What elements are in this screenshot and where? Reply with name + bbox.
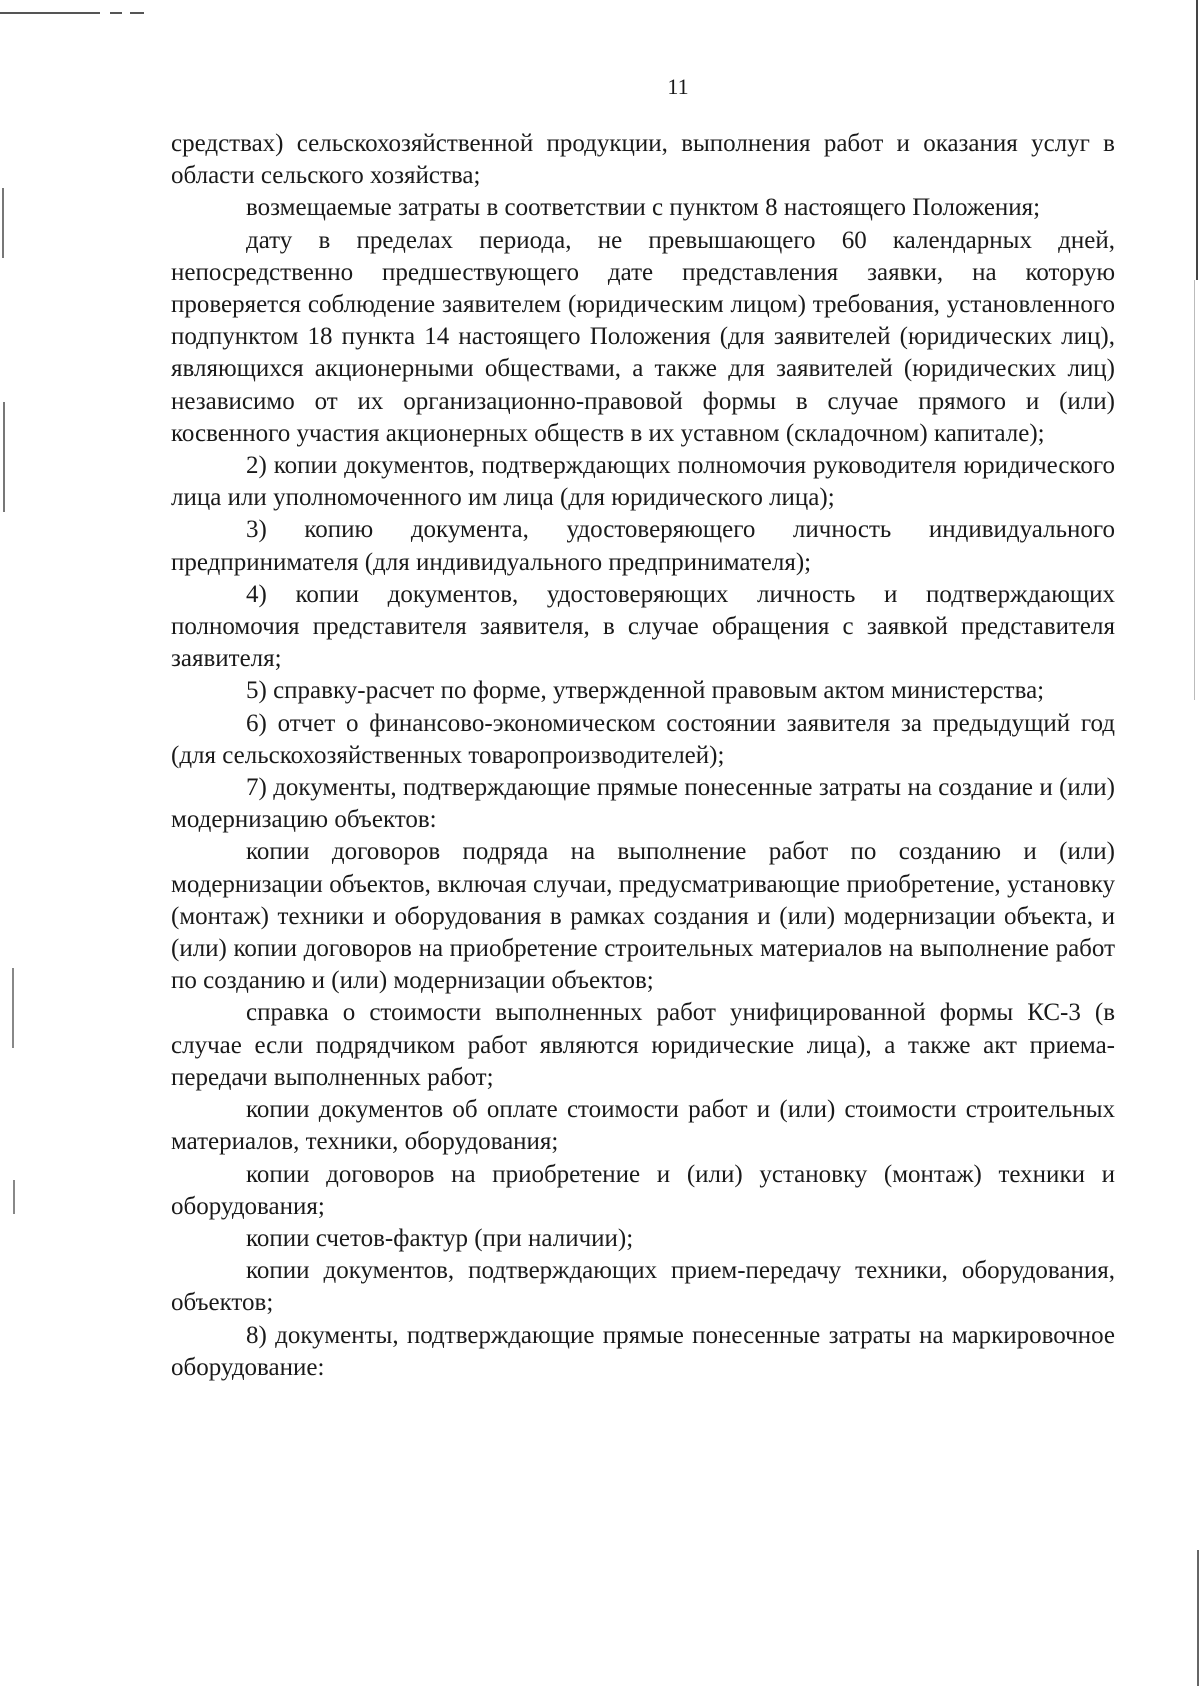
page-number: 11 [667,74,689,99]
paragraph: дату в пределах периода, не превышающего 60 календарных дней, непосредственно предшествующего дате представления заявки, на которую проверяется соблюдение заявителем (юридическим лицом) требования, установленного подпунктом 18 пункта 14 настоящего Положения (для заявителей (юридических лиц), являющихся акционерными обществами, а также для заявителей (юридических лиц) независимо от их организационно-правовой формы в случае прямого и (или) косвенного участия акционерных обществ в их уставном (складочном) капитале); [171,226,1115,447]
list-item-paragraph: 5) справку-расчет по форме, утвержденной правовым актом министерства; [246,677,1045,705]
scan-mark [110,12,122,14]
scan-mark [1196,0,1198,280]
list-item-paragraph: 3) копию документа, удостоверяющего личность индивидуального предпринимателя (для индивидуального предпринимателя); [171,516,1115,576]
scan-mark [0,12,100,14]
scan-mark [1194,280,1195,700]
list-item-paragraph: 2) копии документов, подтверждающих полномочия руководителя юридического лица или уполномоченного им лица (для юридического лица); [171,452,1115,512]
sub-item-paragraph: копии документов, подтверждающих прием-передачу техники, оборудования, объектов; [171,1257,1115,1317]
list-item-paragraph: 4) копии документов, удостоверяющих личность и подтверждающих полномочия представителя заявителя, в случае обращения с заявкой представителя заявителя; [171,580,1115,673]
list-item-paragraph: 6) отчет о финансово-экономическом состоянии заявителя за предыдущий год (для сельскохозяйственных товаропроизводителей); [171,709,1115,769]
scan-mark [13,1180,15,1214]
paragraph: средствах) сельскохозяйственной продукции, выполнения работ и оказания услуг в области сельского хозяйства; [171,130,1115,190]
sub-item-paragraph: копии договоров на приобретение и (или) установку (монтаж) техники и оборудования; [171,1160,1115,1220]
scan-mark [3,402,5,512]
sub-item-paragraph: справка о стоимости выполненных работ унифицированной формы КС-3 (в случае если подрядчиком работ являются юридические лица), а также акт приема-передачи выполненных работ; [171,999,1115,1091]
scan-mark [130,12,144,14]
paragraph: возмещаемые затраты в соответствии с пунктом 8 настоящего Положения; [246,194,1041,222]
list-item-paragraph: 7) документы, подтверждающие прямые понесенные затраты на создание и (или) модернизацию объектов: [171,774,1115,834]
sub-item-paragraph: копии счетов-фактур (при наличии); [246,1224,634,1252]
scan-mark [12,968,14,1048]
document-body [171,128,1115,1384]
scan-mark [2,188,4,258]
list-item-paragraph: 8) документы, подтверждающие прямые понесенные затраты на маркировочное оборудование: [171,1321,1115,1381]
scan-mark [1197,1550,1199,1686]
sub-item-paragraph: копии документов об оплате стоимости работ и (или) стоимости строительных материалов, техники, оборудования; [171,1096,1115,1156]
sub-item-paragraph: копии договоров подряда на выполнение работ по созданию и (или) модернизации объектов, включая случаи, предусматривающие приобретение, установку (монтаж) техники и оборудования в рамках создания и (или) модернизации объекта, и (или) копии договоров на приобретение строительных материалов на выполнение работ по созданию и (или) модернизации объектов; [171,838,1115,995]
